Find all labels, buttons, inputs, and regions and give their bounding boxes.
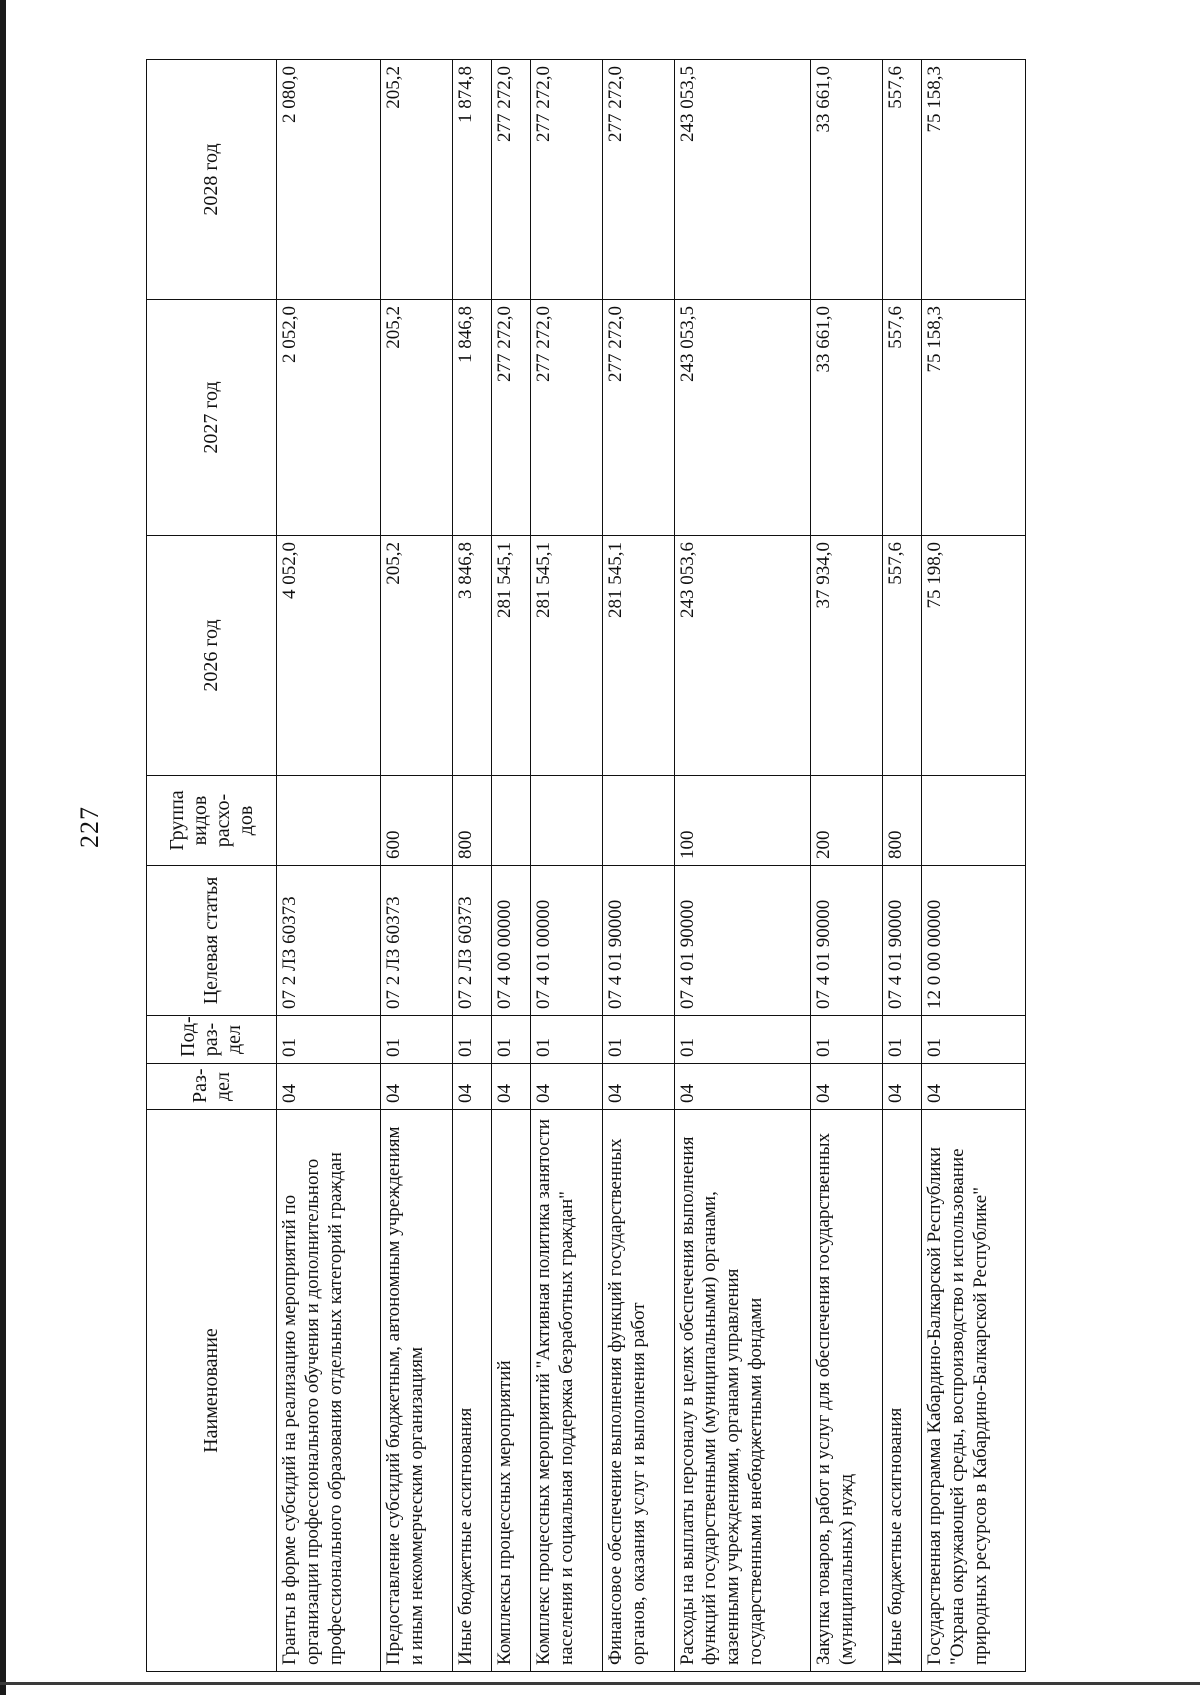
row-value-2027: 75 158,3 (921, 300, 1025, 536)
row-target-article: 07 4 01 90000 (674, 866, 810, 1016)
row-value-2027: 277 272,0 (531, 300, 603, 536)
row-expense-group (531, 776, 603, 866)
row-name: Иные бюджетные ассигнования (882, 1110, 921, 1672)
table-row (531, 60, 603, 1672)
row-name: Комплекс процессных мероприятий "Активная политика занятости населения и социальная поддержка безработных граждан" (531, 1110, 603, 1672)
row-subsection: 01 (882, 1016, 921, 1064)
row-value-2026: 281 545,1 (491, 536, 530, 776)
header-subsection: Под-раз-дел (147, 1016, 277, 1064)
table-row (452, 60, 491, 1672)
header-year-2028: 2028 год (147, 60, 277, 300)
row-subsection: 01 (674, 1016, 810, 1064)
rotated-page-content (146, 60, 1026, 1672)
row-target-article: 07 2 ЛЗ 60373 (277, 866, 381, 1016)
row-target-article: 07 4 00 00000 (491, 866, 530, 1016)
row-section: 04 (882, 1064, 921, 1110)
row-section: 04 (491, 1064, 530, 1110)
row-value-2027: 1 846,8 (452, 300, 491, 536)
row-name: Закупка товаров, работ и услуг для обеспечения государственных (муниципальных) нужд (810, 1110, 882, 1672)
row-expense-group: 800 (882, 776, 921, 866)
row-target-article: 07 4 01 90000 (882, 866, 921, 1016)
row-name: Расходы на выплаты персоналу в целях обеспечения выполнения функций государственными (муниципальными) органами, казенными учреждениями, органами управления государственными внебюджетными фондами (674, 1110, 810, 1672)
row-value-2026: 75 198,0 (921, 536, 1025, 776)
row-target-article: 07 4 01 90000 (603, 866, 675, 1016)
header-year-2027: 2027 год (147, 300, 277, 536)
row-expense-group: 200 (810, 776, 882, 866)
row-section: 04 (531, 1064, 603, 1110)
row-value-2027: 557,6 (882, 300, 921, 536)
row-value-2028: 277 272,0 (531, 60, 603, 300)
row-subsection: 01 (277, 1016, 381, 1064)
table-row (277, 60, 381, 1672)
header-section: Раз-дел (147, 1064, 277, 1110)
row-section: 04 (277, 1064, 381, 1110)
row-value-2027: 33 661,0 (810, 300, 882, 536)
row-name: Комплексы процессных мероприятий (491, 1110, 530, 1672)
row-subsection: 01 (452, 1016, 491, 1064)
row-section: 04 (380, 1064, 452, 1110)
row-target-article: 12 0 00 00000 (921, 866, 1025, 1016)
row-value-2026: 3 846,8 (452, 536, 491, 776)
row-name: Предоставление субсидий бюджетным, автономным учреждениям и иным некоммерческим организациям (380, 1110, 452, 1672)
row-value-2026: 37 934,0 (810, 536, 882, 776)
table-row (380, 60, 452, 1672)
row-target-article: 07 2 ЛЗ 60373 (452, 866, 491, 1016)
table-row (491, 60, 530, 1672)
table-row (921, 60, 1025, 1672)
row-value-2026: 281 545,1 (531, 536, 603, 776)
row-expense-group: 100 (674, 776, 810, 866)
row-value-2028: 243 053,5 (674, 60, 810, 300)
table-row (674, 60, 810, 1672)
table-body (277, 60, 1026, 1672)
row-name: Иные бюджетные ассигнования (452, 1110, 491, 1672)
table-row (603, 60, 675, 1672)
row-expense-group: 800 (452, 776, 491, 866)
row-name: Гранты в форме субсидий на реализацию мероприятий по организации профессионального обучения и дополнительного профессионального образования отдельных категорий граждан (277, 1110, 381, 1672)
row-value-2028: 205,2 (380, 60, 452, 300)
row-target-article: 07 4 01 90000 (810, 866, 882, 1016)
budget-table (146, 59, 1026, 1672)
row-value-2028: 277 272,0 (603, 60, 675, 300)
row-section: 04 (810, 1064, 882, 1110)
table-row (810, 60, 882, 1672)
header-name: Наименование (147, 1110, 277, 1672)
row-expense-group (277, 776, 381, 866)
row-value-2027: 277 272,0 (603, 300, 675, 536)
scan-border-bottom (0, 1682, 1200, 1685)
page-number: 227 (75, 806, 104, 848)
row-value-2028: 1 874,8 (452, 60, 491, 300)
row-value-2026: 281 545,1 (603, 536, 675, 776)
row-target-article: 07 2 ЛЗ 60373 (380, 866, 452, 1016)
row-subsection: 01 (921, 1016, 1025, 1064)
row-value-2026: 243 053,6 (674, 536, 810, 776)
row-name: Финансовое обеспечение выполнения функций государственных органов, оказания услуг и выполнения работ (603, 1110, 675, 1672)
row-section: 04 (452, 1064, 491, 1110)
row-target-article: 07 4 01 00000 (531, 866, 603, 1016)
row-value-2028: 75 158,3 (921, 60, 1025, 300)
row-section: 04 (674, 1064, 810, 1110)
row-subsection: 01 (531, 1016, 603, 1064)
row-subsection: 01 (380, 1016, 452, 1064)
table-header-row (147, 60, 277, 1672)
row-subsection: 01 (810, 1016, 882, 1064)
row-value-2026: 4 052,0 (277, 536, 381, 776)
scan-border-left (0, 0, 6, 1695)
row-name: Государственная программа Кабардино-Балкарской Республики "Охрана окружающей среды, воспроизводство и использование природных ресурсов в Кабардино-Балкарской Республике" (921, 1110, 1025, 1672)
header-year-2026: 2026 год (147, 536, 277, 776)
row-subsection: 01 (603, 1016, 675, 1064)
row-value-2028: 33 661,0 (810, 60, 882, 300)
row-value-2028: 557,6 (882, 60, 921, 300)
row-value-2028: 2 080,0 (277, 60, 381, 300)
row-value-2028: 277 272,0 (491, 60, 530, 300)
header-expense-group: Группа видов расхо-дов (147, 776, 277, 866)
row-expense-group: 600 (380, 776, 452, 866)
row-value-2027: 277 272,0 (491, 300, 530, 536)
row-section: 04 (603, 1064, 675, 1110)
row-expense-group (491, 776, 530, 866)
table-row (882, 60, 921, 1672)
row-expense-group (921, 776, 1025, 866)
row-subsection: 01 (491, 1016, 530, 1064)
row-value-2027: 205,2 (380, 300, 452, 536)
header-target-article: Целевая статья (147, 866, 277, 1016)
row-section: 04 (921, 1064, 1025, 1110)
row-value-2026: 557,6 (882, 536, 921, 776)
row-value-2027: 2 052,0 (277, 300, 381, 536)
row-expense-group (603, 776, 675, 866)
row-value-2027: 243 053,5 (674, 300, 810, 536)
row-value-2026: 205,2 (380, 536, 452, 776)
